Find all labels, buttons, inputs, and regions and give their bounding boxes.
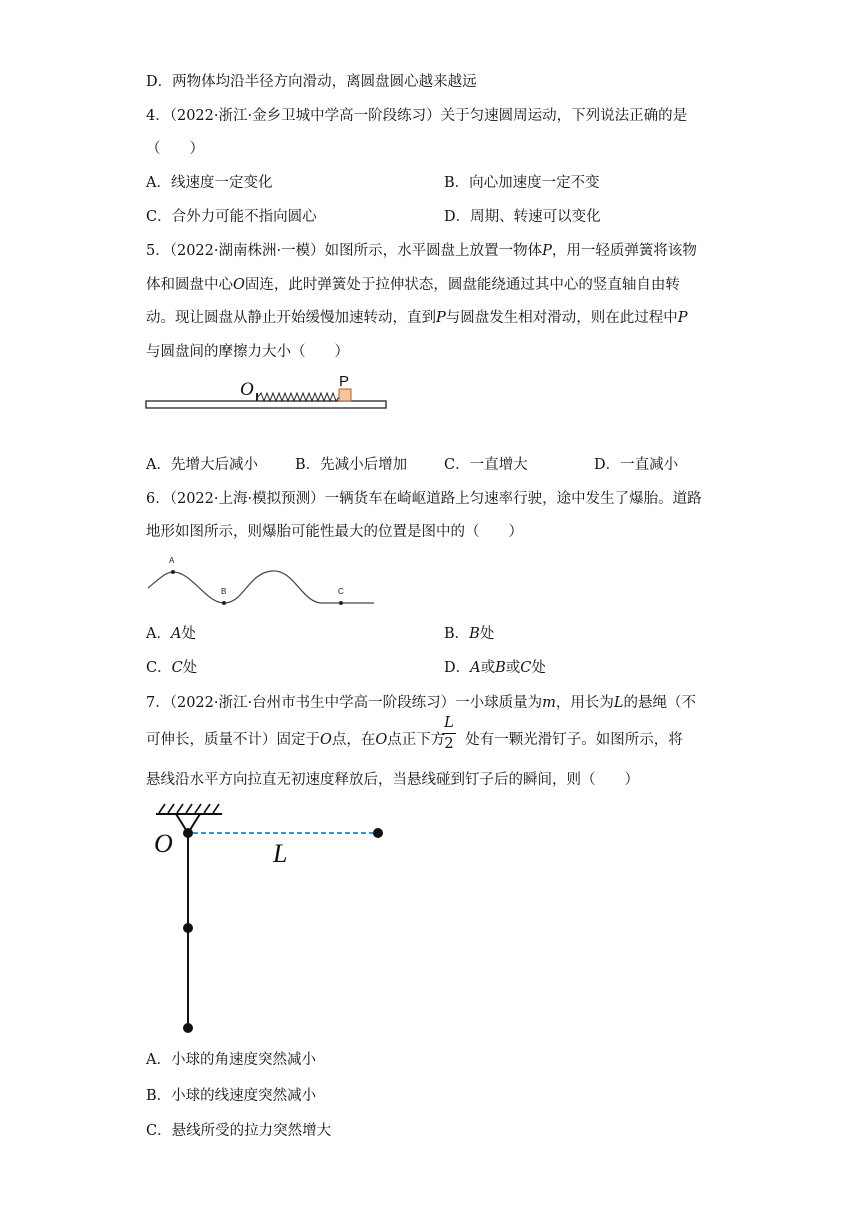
- q7-stem-line2: 可伸长，质量不计）固定于O点，在O点正下方 处有一颗光滑钉子。如图所示，将: [146, 732, 683, 748]
- q4-stem: 4．（2022·浙江·金乡卫城中学高一阶段练习）关于匀速圆周运动，下列说法正确的是: [146, 108, 688, 124]
- point-c: [339, 601, 343, 605]
- q4-option-b: B．向心加速度一定不变: [444, 175, 600, 191]
- q7-option-a: A．小球的角速度突然减小: [146, 1052, 316, 1068]
- nail: [183, 923, 193, 933]
- q3-option-d: D．两物体均沿半径方向滑动，离圆盘圆心越来越远: [146, 74, 477, 90]
- q5-option-b: B．先减小后增加: [295, 457, 408, 473]
- q4-option-a: A．线速度一定变化: [146, 175, 273, 191]
- ball-horizontal: [373, 828, 383, 838]
- q5-option-d: D．一直减小: [594, 457, 679, 473]
- q5-stem-line3: 动。现让圆盘从静止开始缓慢加速转动，直到P与圆盘发生相对滑动，则在此过程中P: [146, 310, 688, 326]
- block-p: [339, 389, 351, 401]
- q7-option-c: C．悬线所受的拉力突然增大: [146, 1123, 332, 1139]
- point-a: [171, 570, 175, 574]
- q5-figure-disk-spring: [140, 368, 400, 418]
- q7-figure-pendulum: [140, 800, 400, 1040]
- label-o: O: [154, 829, 173, 858]
- q6-option-c: C．C处: [146, 660, 198, 676]
- spring: [258, 393, 339, 401]
- label-a: A: [169, 556, 175, 565]
- q4-option-d: D．周期、转速可以变化: [444, 209, 601, 225]
- q5-option-a: A．先增大后减小: [146, 457, 258, 473]
- q6-option-a: A．A处: [146, 626, 196, 642]
- label-l: L: [273, 839, 288, 868]
- q5-stem-line2: 体和圆盘中心O固连，此时弹簧处于拉伸状态，圆盘能绕通过其中心的竖直轴自由转: [146, 277, 680, 293]
- q6-stem-line2: 地形如图所示，则爆胎可能性最大的位置是图中的（ ）: [146, 524, 523, 540]
- q7-stem-line3: 悬线沿水平方向拉直无初速度释放后，当悬线碰到钉子后的瞬间，则（ ）: [146, 772, 639, 788]
- q6-option-d: D．A或B或C处: [444, 660, 546, 676]
- q7-fraction-l-over-2: L 2: [442, 714, 456, 753]
- point-b: [222, 601, 226, 605]
- q5-stem-line1: 5．（2022·湖南株洲·一模）如图所示，水平圆盘上放置一物体P，用一轻质弹簧将该物: [146, 243, 697, 259]
- label-p: P: [339, 373, 350, 390]
- label-o: O: [240, 379, 254, 400]
- q7-option-b: B．小球的线速度突然减小: [146, 1088, 317, 1104]
- q6-figure-road-profile: [140, 548, 380, 618]
- q7-stem-line1: 7．（2022·浙江·台州市书生中学高一阶段练习）一小球质量为m，用长为L的悬绳（不: [146, 695, 696, 711]
- ceiling-hatch: [159, 804, 219, 813]
- q5-stem-line4: 与圆盘间的摩擦力大小（ ）: [146, 344, 349, 360]
- q6-option-b: B．B处: [444, 626, 495, 642]
- label-c: C: [338, 587, 344, 596]
- q4-option-c: C．合外力可能不指向圆心: [146, 209, 317, 225]
- disk-surface: [146, 401, 386, 408]
- q5-option-c: C．一直增大: [444, 457, 528, 473]
- q4-answer-blank: （ ）: [146, 141, 204, 157]
- q6-stem-line1: 6．（2022·上海·模拟预测）一辆货车在崎岖道路上匀速率行驶，途中发生了爆胎。道路: [146, 491, 702, 507]
- label-b: B: [221, 587, 227, 596]
- ball-bottom: [183, 1023, 193, 1033]
